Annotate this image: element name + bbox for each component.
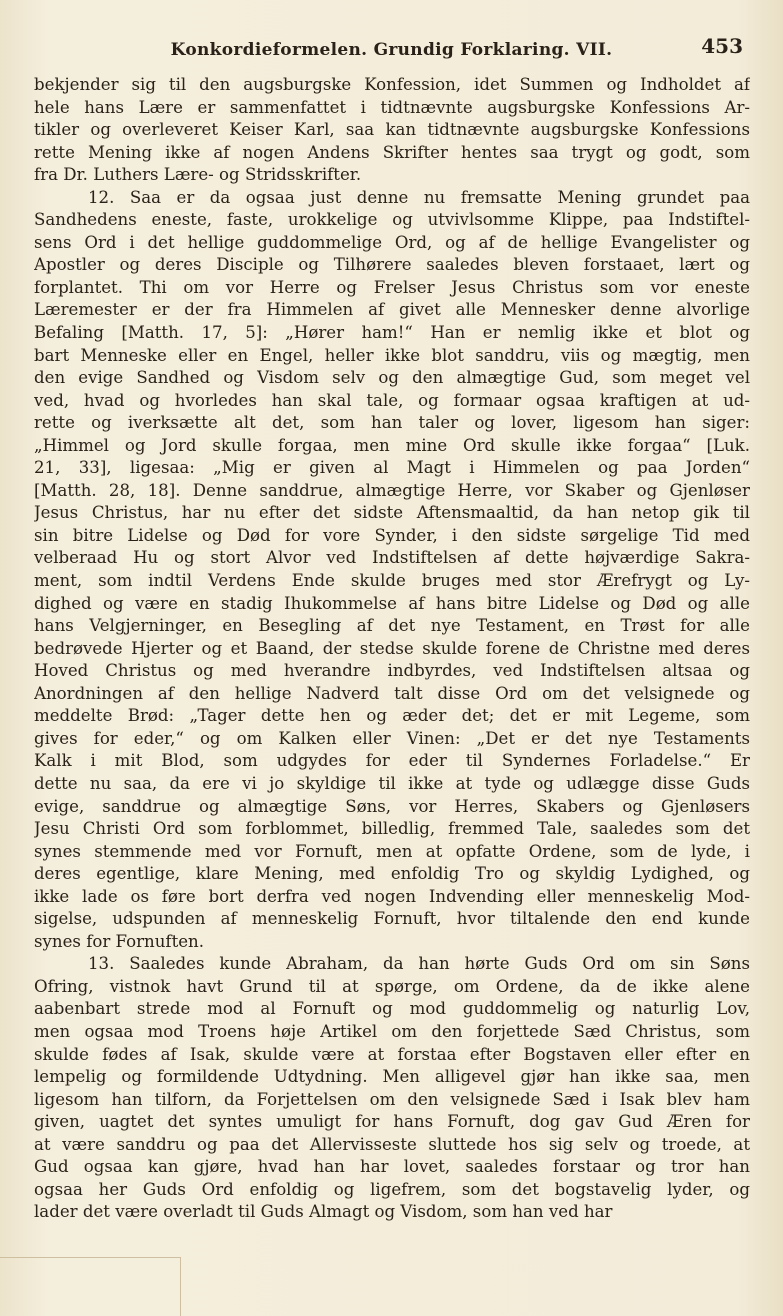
text-line: sigelse, udspunden af menneskelig Fornuft, hvor tiltalende den end kunde [34,909,750,929]
text-line: „Himmel og Jord skulle forgaa, men mine Ord skulle ikke forgaa“ [Luk. [34,435,750,455]
page-number: 453 [701,34,743,58]
text-line: tikler og overleveret Keiser Karl, saa kan tidtnævnte augsburgske Konfessions [34,120,750,140]
text-line: bedrøvede Hjerter og et Baand, der stedse skulde forene de Christne med deres [34,638,750,658]
text-line: hans Velgjerninger, en Besegling af det nye Testament, en Trøst for alle [34,616,750,636]
text-line: Befaling [Matth. 17, 5]: „Hører ham!“ Han er nemlig ikke et blot og [34,323,750,343]
text-line: sin bitre Lidelse og Død for vore Synder, i den sidste sørgelige Tid med [34,525,750,545]
text-line: 13. Saaledes kunde Abraham, da han hørte Guds Ord om sin Søns [88,954,750,974]
text-line: ikke lade os føre bort derfra ved nogen Indvending eller menneskelig Mod- [34,886,750,906]
text-line: Sandhedens eneste, faste, urokkelige og utvivlsomme Klippe, paa Indstiftel- [34,210,750,230]
text-line: at være sanddru og paa det Allervisseste sluttede hos sig selv og troede, at [34,1134,750,1154]
text-line: velberaad Hu og stort Alvor ved Indstiftelsen af dette højværdige Sakra- [34,548,750,568]
text-line: fra Dr. Luthers Lære- og Stridsskrifter. [34,165,362,185]
body-text [34,74,750,1224]
text-line: dette nu saa, da ere vi jo skyldige til ikke at tyde og udlægge disse Guds [34,773,750,793]
text-line: forplantet. Thi om vor Herre og Frelser Jesus Christus som vor eneste [34,277,750,297]
text-line: meddelte Brød: „Tager dette hen og æder det; det er mit Legeme, som [34,706,750,726]
running-title: Konkordieformelen. Grundig Forklaring. VII. [170,40,613,60]
text-line: ved, hvad og hvorledes han skal tale, og formaar ogsaa kraftigen at ud- [34,390,750,410]
text-line: Jesu Christi Ord som forblommet, billedlig, fremmed Tale, saaledes som det [34,819,750,839]
text-line: Hoved Christus og med hverandre indbyrdes, ved Indstiftelsen altsaa og [34,661,750,681]
text-line: Kalk i mit Blod, som udgydes for eder til Syndernes Forladelse.“ Er [34,751,750,771]
text-line: rette Mening ikke af nogen Andens Skrifter hentes saa trygt og godt, som [34,142,750,162]
text-line: Anordningen af den hellige Nadverd talt disse Ord om det velsignede og [34,683,750,703]
text-line: bekjender sig til den augsburgske Konfession, idet Summen og Indholdet af [34,75,750,94]
text-line: deres egentlige, klare Mening, med enfoldig Tro og skyldig Lydighed, og [34,864,750,884]
text-line: ogsaa her Guds Ord enfoldig og ligefrem, som det bogstavelig lyder, og [34,1179,750,1199]
text-line: Læremester er der fra Himmelen af givet alle Mennesker denne alvorlige [34,300,750,320]
page-header [32,34,751,64]
text-line: 21, 33], ligesaa: „Mig er given al Magt i Himmelen og paa Jorden“ [34,458,750,478]
text-line: Apostler og deres Disciple og Tilhørere saaledes bleven forstaaet, lært og [34,255,750,275]
text-line: 12. Saa er da ogsaa just denne nu fremsatte Mening grundet paa [88,187,750,207]
text-line: gives for eder,“ og om Kalken eller Vinen: „Det er det nye Testaments [34,728,750,748]
scan-corner-mark [0,1257,181,1316]
text-line: bart Menneske eller en Engel, heller ikke blot sanddru, viis og mægtig, men [34,345,750,365]
text-line: synes stemmende med vor Fornuft, men at opfatte Ordene, som de lyde, i [34,841,750,861]
text-line: Gud ogsaa kan gjøre, hvad han har lovet, saaledes forstaar og tror han [34,1157,750,1177]
text-line: aabenbart strede mod al Fornuft og mod guddommelig og naturlig Lov, [34,999,750,1019]
text-line: sens Ord i det hellige guddommelige Ord, og af de hellige Evangelister og [34,232,750,252]
text-line: [Matth. 28, 18]. Denne sanddrue, almægtige Herre, vor Skaber og Gjenløser [34,480,750,500]
text-line: ment, som indtil Verdens Ende skulde bruges med stor Ærefrygt og Ly- [34,571,750,591]
text-line: lempelig og formildende Udtydning. Men alligevel gjør han ikke saa, men [34,1067,750,1087]
text-line: given, uagtet det syntes umuligt for hans Fornuft, dog gav Gud Æren for [34,1112,750,1132]
text-line: men ogsaa mod Troens høje Artikel om den forjettede Sæd Christus, som [34,1021,750,1041]
text-line: synes for Fornuften. [34,931,205,951]
text-line: skulde fødes af Isak, skulde være at forstaa efter Bogstaven eller efter en [34,1044,750,1064]
text-line: evige, sanddrue og almægtige Søns, vor Herres, Skabers og Gjenløsers [34,796,750,816]
text-line: ligesom han tilforn, da Forjettelsen om den velsignede Sæd i Isak blev ham [34,1089,750,1109]
text-line: Ofring, vistnok havt Grund til at spørge, om Ordene, da de ikke alene [34,976,750,996]
text-line: Jesus Christus, har nu efter det sidste Aftensmaaltid, da han netop gik til [34,503,750,523]
text-line: lader det være overladt til Guds Almagt og Visdom, som han ved har [34,1202,613,1222]
text-line: dighed og være en stadig Ihukommelse af hans bitre Lidelse og Død og alle [34,593,750,613]
text-line: den evige Sandhed og Visdom selv og den almægtige Gud, som meget vel [34,368,750,388]
text-line: rette og iverksætte alt det, som han taler og lover, ligesom han siger: [34,413,750,433]
text-line: hele hans Lære er sammenfattet i tidtnævnte augsburgske Konfessions Ar- [34,97,750,117]
